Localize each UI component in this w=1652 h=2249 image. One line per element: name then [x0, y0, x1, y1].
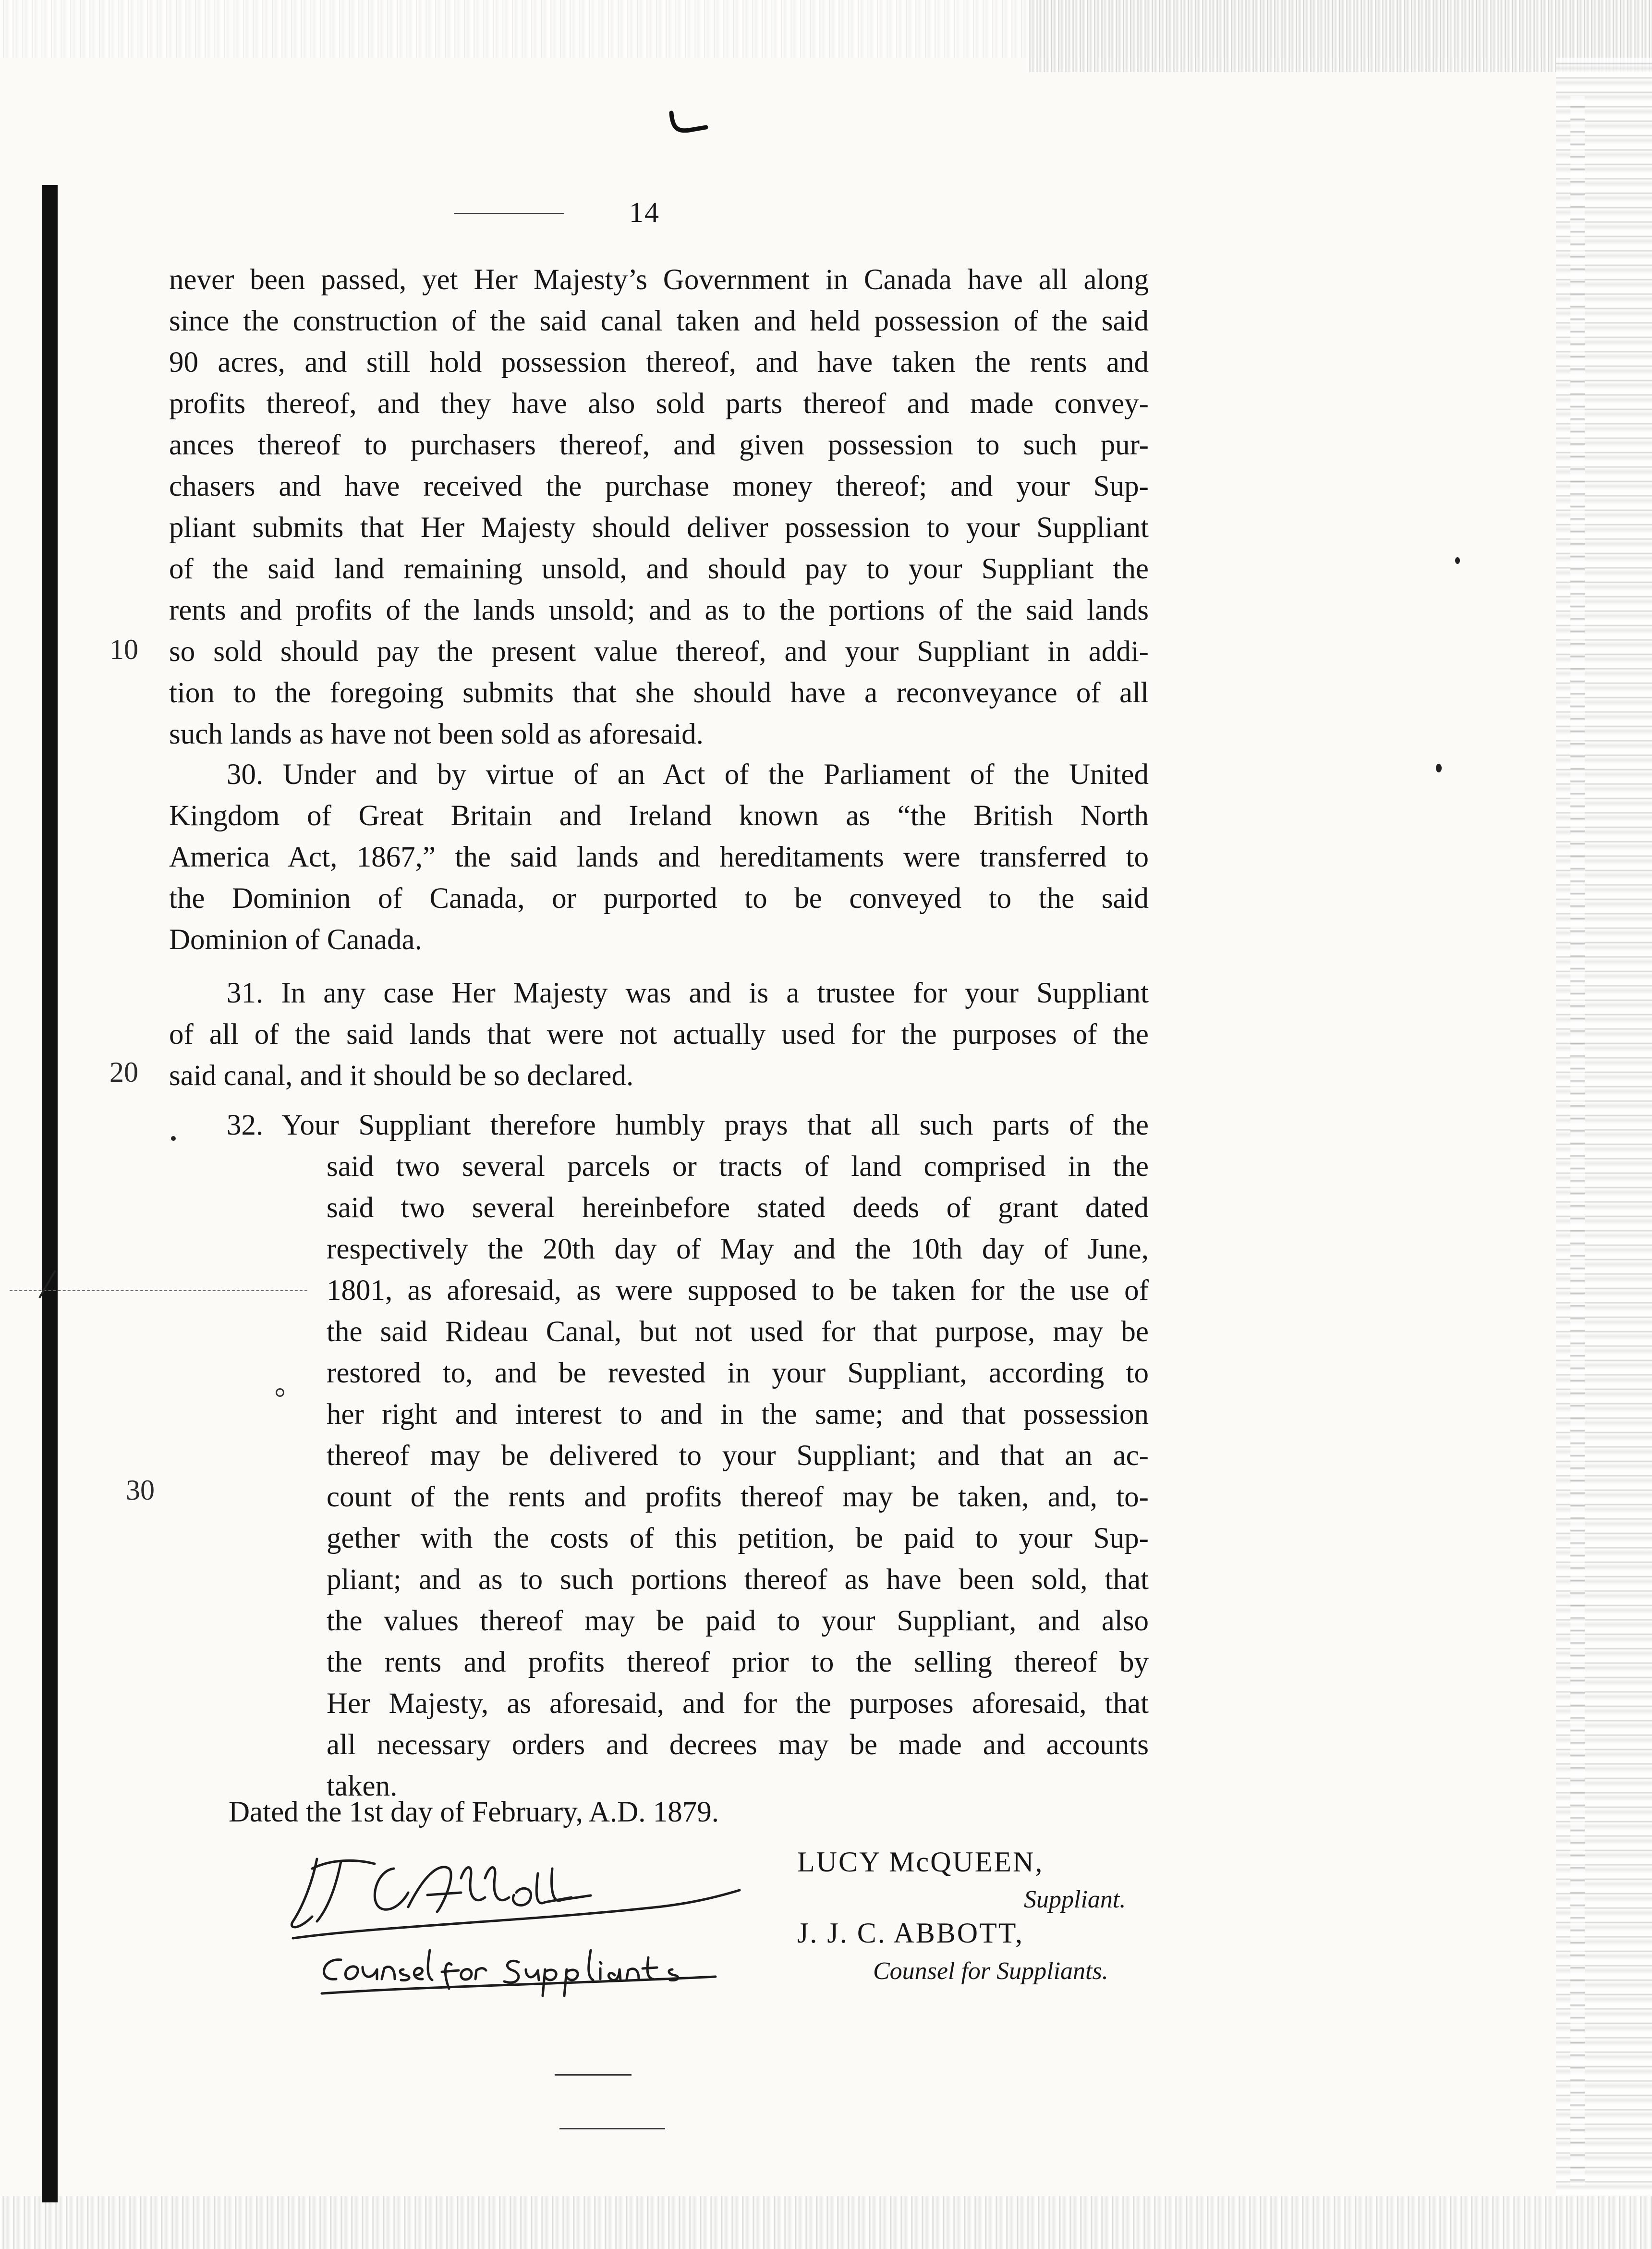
text-line: said two several hereinbefore stated deeds of grant dated — [327, 1192, 1149, 1224]
text-line: such lands as have not been sold as aforesaid. — [169, 718, 704, 750]
text-line: respectively the 20th day of May and the 10th day of June, — [327, 1233, 1149, 1265]
text-line: rents and profits of the lands unsold; and as to the portions of the said lands — [169, 594, 1149, 626]
text-line: the said Rideau Canal, but not used for that purpose, may be — [327, 1316, 1149, 1348]
pencil-mark — [668, 108, 711, 137]
text-line: tion to the foregoing submits that she should have a reconveyance of all — [169, 677, 1149, 709]
counsel-name: J. J. C. ABBOTT, — [797, 1917, 1024, 1949]
text-line: thereof may be delivered to your Suppliant; and that an ac- — [327, 1440, 1149, 1472]
text-line: said canal, and it should be so declared. — [169, 1060, 634, 1092]
paragraph-32-first-line — [227, 1105, 1149, 1146]
line-number-10: 10 — [109, 634, 138, 665]
text-line: Kingdom of Great Britain and Ireland known as “the British North — [169, 800, 1149, 832]
scan-edge-bottom — [0, 2196, 1652, 2249]
scan-edge-right-inner — [1570, 96, 1585, 2186]
paragraph-32 — [327, 1146, 1149, 1807]
text-line: since the construction of the said canal taken and held possession of the said — [169, 305, 1149, 337]
paragraph-31 — [169, 973, 1149, 1097]
suppliant-role: Suppliant. — [1024, 1886, 1126, 1913]
text-line: of the said land remaining unsold, and should pay to your Suppliant the — [169, 553, 1149, 585]
text-line: pliant submits that Her Majesty should deliver possession to your Suppliant — [169, 512, 1149, 544]
text-line: ances thereof to purchasers thereof, and given possession to such pur- — [169, 429, 1149, 461]
text-line: Her Majesty, as aforesaid, and for the purposes aforesaid, that — [327, 1687, 1149, 1720]
counsel-role: Counsel for Suppliants. — [873, 1957, 1108, 1985]
speck — [1436, 764, 1442, 772]
text-line: the values thereof may be paid to your Suppliant, and also — [327, 1605, 1149, 1637]
handwritten-signature — [283, 1849, 754, 2003]
paragraph-intro — [169, 259, 1149, 755]
line-number-20: 20 — [109, 1056, 138, 1088]
speck — [1455, 557, 1460, 564]
text-line: never been passed, yet Her Majesty’s Government in Canada have all along — [169, 264, 1149, 296]
text-line: Dominion of Canada. — [169, 924, 422, 956]
text-line: 32. Your Suppliant therefore humbly prays that all such parts of the — [227, 1109, 1149, 1141]
suppliant-name: LUCY McQUEEN, — [797, 1846, 1044, 1878]
text-line: 31. In any case Her Majesty was and is a trustee for your Suppliant — [227, 977, 1149, 1009]
bottom-rule-2 — [559, 2128, 665, 2129]
margin-slash-mark — [34, 1268, 62, 1302]
text-line: all necessary orders and decrees may be made and accounts — [327, 1729, 1149, 1761]
text-line: the Dominion of Canada, or purported to be conveyed to the said — [169, 882, 1149, 915]
page-number: 14 — [629, 196, 660, 228]
text-line: chasers and have received the purchase money thereof; and your Sup- — [169, 470, 1149, 502]
text-line: restored to, and be revested in your Suppliant, according to — [327, 1357, 1149, 1389]
text-line: said two several parcels or tracts of land comprised in the — [327, 1150, 1149, 1183]
top-rule — [454, 213, 564, 214]
line-number-30: 30 — [126, 1474, 155, 1506]
dated-line: Dated the 1st day of February, A.D. 1879. — [229, 1796, 719, 1828]
text-line: gether with the costs of this petition, be paid to your Sup- — [327, 1522, 1149, 1554]
text-line: 30. Under and by virtue of an Act of the Parliament of the United — [227, 758, 1149, 791]
text-line: the rents and profits thereof prior to the selling thereof by — [327, 1646, 1149, 1678]
text-line: taken. — [327, 1770, 398, 1802]
binding-margin-bar — [42, 185, 58, 2202]
speck — [276, 1388, 284, 1397]
text-line: 90 acres, and still hold possession thereof, and have taken the rents and — [169, 346, 1149, 379]
text-line: her right and interest to and in the same; and that possession — [327, 1398, 1149, 1430]
paragraph-30 — [169, 754, 1149, 961]
text-line: America Act, 1867,” the said lands and hereditaments were transferred to — [169, 841, 1149, 873]
bottom-rule-1 — [555, 2074, 632, 2076]
text-line: profits thereof, and they have also sold parts thereof and made convey- — [169, 388, 1149, 420]
text-line: of all of the said lands that were not actually used for the purposes of the — [169, 1018, 1149, 1051]
speck — [171, 1136, 176, 1141]
text-line: so sold should pay the present value thereof, and your Suppliant in addi- — [169, 636, 1149, 668]
text-line: pliant; and as to such portions thereof as have been sold, that — [327, 1564, 1149, 1596]
text-line: count of the rents and profits thereof may be taken, and, to- — [327, 1481, 1149, 1513]
text-line: 1801, as aforesaid, as were supposed to be taken for the use of — [327, 1274, 1149, 1307]
